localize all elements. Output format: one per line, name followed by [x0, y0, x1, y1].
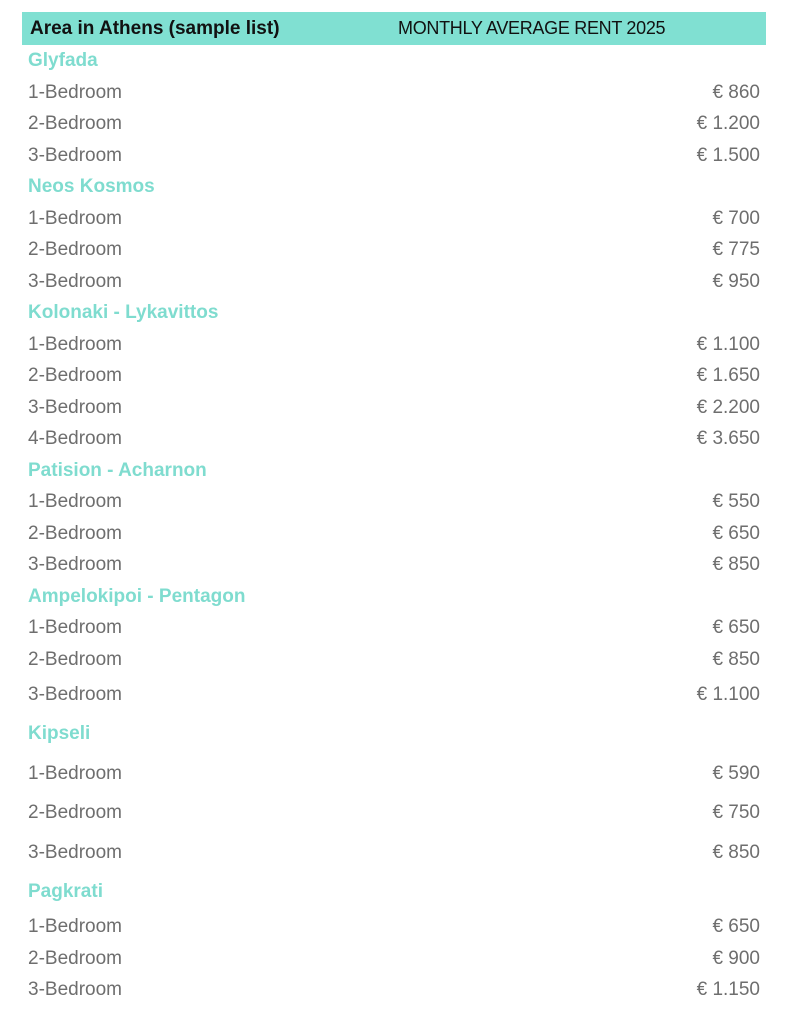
bedroom-type: 2-Bedroom	[28, 365, 122, 386]
table-row	[22, 943, 766, 975]
bedroom-type: 3-Bedroom	[28, 270, 122, 292]
rent-price: € 1.200	[696, 113, 760, 134]
bedroom-type: 4-Bedroom	[28, 428, 122, 449]
bedroom-type: 1-Bedroom	[28, 207, 122, 229]
rent-price: € 1.150	[696, 979, 760, 1001]
area-heading: Pagkrati	[28, 880, 103, 902]
bedroom-type: 1-Bedroom	[28, 916, 122, 938]
area-heading: Glyfada	[28, 50, 98, 71]
rent-price: € 650	[712, 916, 760, 938]
table-row	[22, 833, 766, 872]
table-row	[22, 234, 766, 266]
rent-price: € 1.100	[696, 684, 760, 705]
bedroom-type: 1-Bedroom	[28, 762, 122, 784]
table-header	[22, 12, 766, 45]
bedroom-type: 3-Bedroom	[28, 684, 122, 705]
table-row	[22, 675, 766, 714]
rent-price: € 860	[712, 81, 760, 103]
area-heading: Kipseli	[28, 723, 91, 745]
table-row	[22, 360, 766, 392]
table-row	[22, 612, 766, 644]
table-row	[22, 329, 766, 361]
table-row	[22, 549, 766, 581]
table-row	[22, 140, 766, 172]
rent-price: € 850	[712, 554, 760, 575]
bedroom-type: 3-Bedroom	[28, 396, 122, 418]
bedroom-type: 2-Bedroom	[28, 947, 122, 969]
rent-price: € 775	[712, 239, 760, 260]
rent-price: € 950	[712, 270, 760, 292]
area-heading: Neos Kosmos	[28, 176, 155, 197]
rent-price: € 590	[712, 762, 760, 784]
rent-price: € 650	[712, 522, 760, 544]
bedroom-type: 2-Bedroom	[28, 802, 122, 824]
table-row	[22, 518, 766, 550]
bedroom-type: 2-Bedroom	[28, 522, 122, 544]
rent-column-header: MONTHLY AVERAGE RENT 2025	[398, 18, 666, 38]
table-row	[22, 644, 766, 676]
bedroom-type: 3-Bedroom	[28, 979, 122, 1001]
bedroom-type: 1-Bedroom	[28, 81, 122, 103]
rent-price: € 1.100	[696, 333, 760, 355]
bedroom-type: 2-Bedroom	[28, 239, 122, 260]
rent-price: € 2.200	[696, 396, 760, 418]
table-row	[22, 392, 766, 424]
table-row	[22, 486, 766, 518]
table-row	[22, 754, 766, 793]
table-row	[22, 77, 766, 109]
rent-price: € 1.650	[696, 365, 760, 386]
area-heading: Patision - Acharnon	[28, 459, 207, 481]
bedroom-type: 2-Bedroom	[28, 648, 122, 670]
table-row	[22, 266, 766, 298]
bedroom-type: 3-Bedroom	[28, 841, 122, 863]
rent-price: € 850	[712, 648, 760, 670]
table-row	[22, 974, 766, 1006]
rent-price: € 3.650	[696, 428, 760, 449]
table-row	[22, 203, 766, 235]
bedroom-type: 3-Bedroom	[28, 554, 122, 575]
bedroom-type: 1-Bedroom	[28, 333, 122, 355]
rent-table	[22, 12, 766, 1006]
rent-price: € 750	[712, 802, 760, 824]
bedroom-type: 3-Bedroom	[28, 144, 122, 166]
bedroom-type: 1-Bedroom	[28, 617, 122, 638]
table-row	[22, 911, 766, 943]
rent-price: € 850	[712, 841, 760, 863]
area-heading: Ampelokipoi - Pentagon	[28, 585, 246, 607]
area-heading: Kolonaki - Lykavittos	[28, 302, 219, 323]
rent-price: € 550	[712, 491, 760, 512]
table-row	[22, 423, 766, 455]
table-row	[22, 793, 766, 832]
rent-price: € 700	[712, 207, 760, 229]
table-row	[22, 108, 766, 140]
rent-price: € 1.500	[696, 144, 760, 166]
rent-price: € 900	[712, 947, 760, 969]
rent-price: € 650	[712, 617, 760, 638]
bedroom-type: 2-Bedroom	[28, 113, 122, 134]
area-column-header: Area in Athens (sample list)	[30, 17, 280, 39]
bedroom-type: 1-Bedroom	[28, 491, 122, 512]
